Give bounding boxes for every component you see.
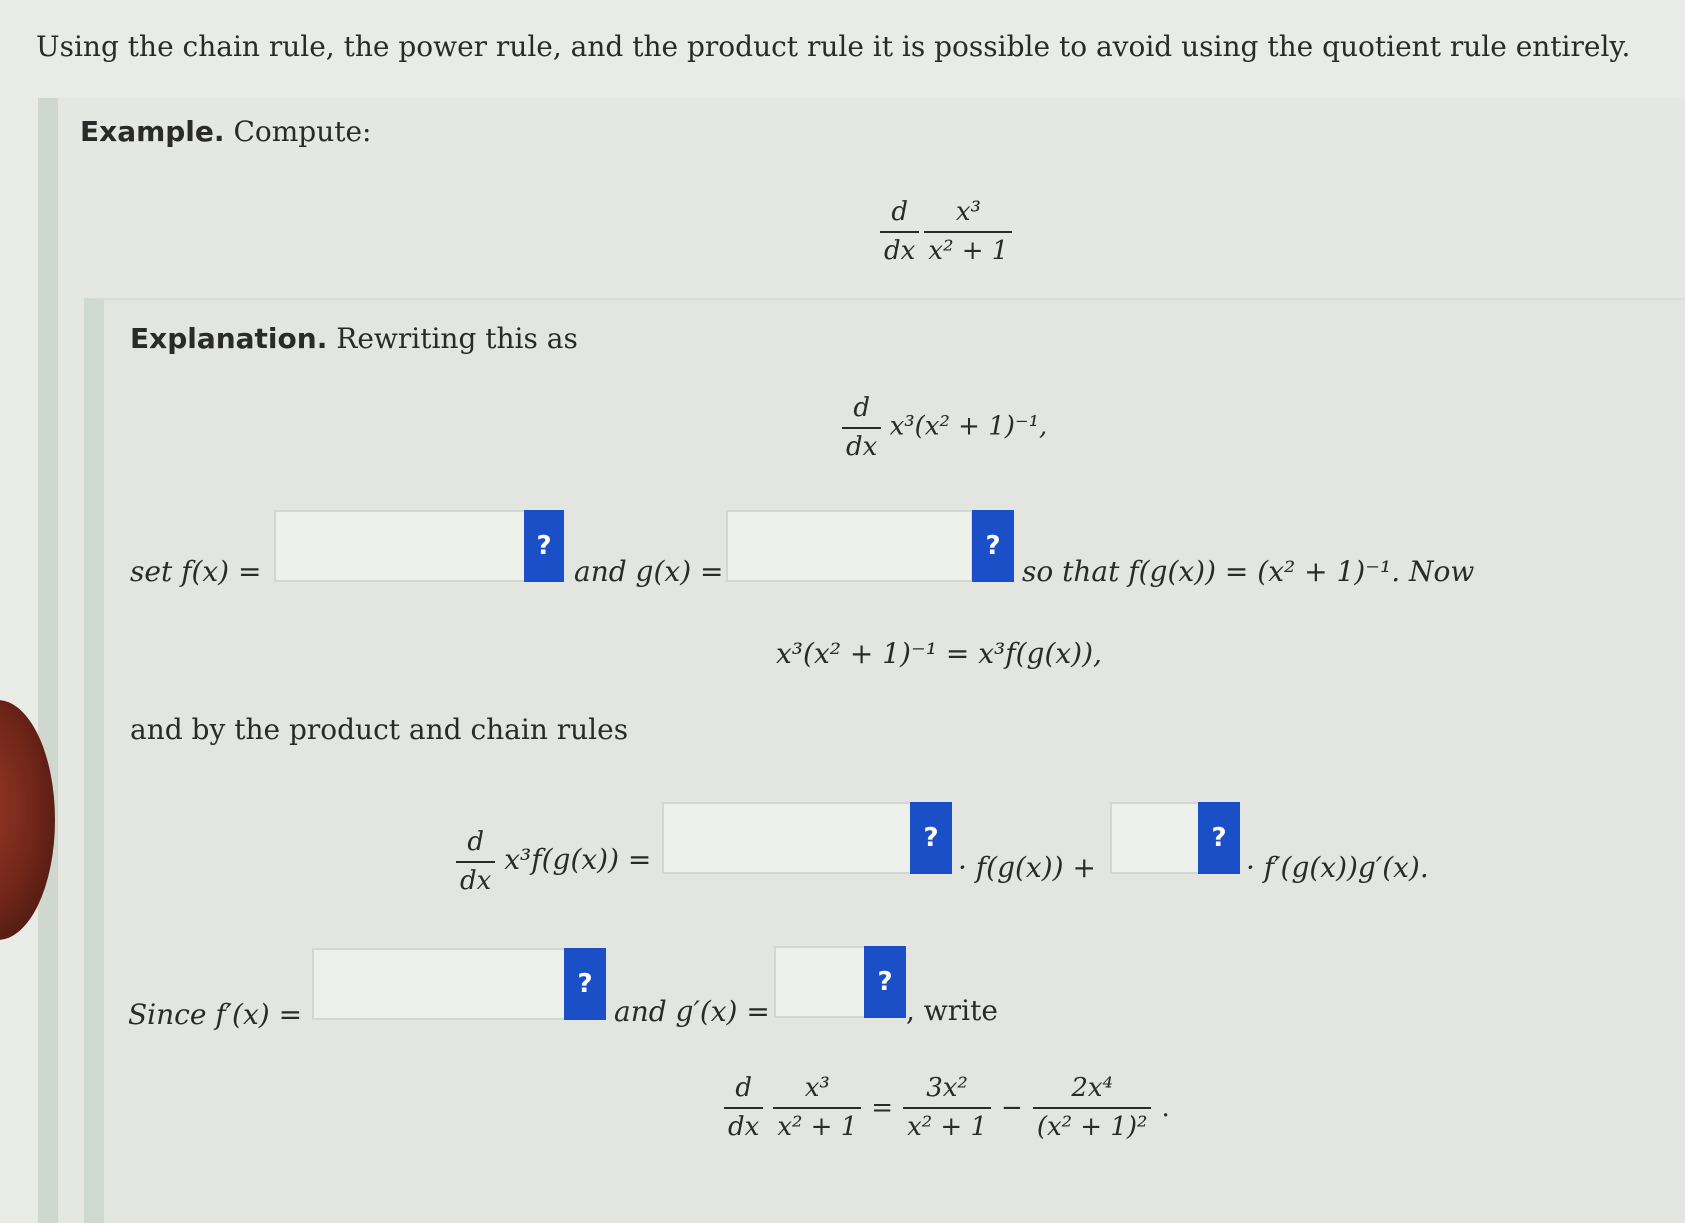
prod-d-den: dx xyxy=(456,861,495,898)
term2-num: 2x⁴ xyxy=(1071,1073,1113,1103)
final-minus: − xyxy=(1001,1092,1023,1123)
prod-lhs-body: x³f(g(x)) = xyxy=(504,843,652,876)
final-lhs-den: x² + 1 xyxy=(773,1107,861,1144)
explanation-label: Explanation. xyxy=(130,322,328,355)
gprime-help-button[interactable]: ? xyxy=(864,946,906,1018)
final-period: . xyxy=(1161,1092,1170,1123)
term1-den: x² + 1 xyxy=(903,1107,991,1144)
example-text: Compute: xyxy=(233,115,372,148)
term2-den: (x² + 1)² xyxy=(1033,1107,1152,1144)
product-mid-text: · f(g(x)) + xyxy=(958,851,1096,884)
so-that-text: so that f(g(x)) = (x² + 1)⁻¹. Now xyxy=(1022,555,1475,588)
explanation-text: Rewriting this as xyxy=(336,322,578,355)
product-first-input[interactable] xyxy=(662,802,912,874)
final-d-den: dx xyxy=(724,1107,763,1144)
g-answer-input[interactable] xyxy=(726,510,973,582)
final-d-num: d xyxy=(735,1073,752,1103)
f-answer-input[interactable] xyxy=(274,510,526,582)
and-gprime-text: and g′(x) = xyxy=(614,995,770,1028)
final-lhs-num: x³ xyxy=(804,1073,830,1103)
set-f-text: set f(x) = xyxy=(130,555,262,588)
g-help-button[interactable]: ? xyxy=(972,510,1014,582)
frac-den: x² + 1 xyxy=(924,231,1012,268)
rewrite-body: x³(x² + 1)⁻¹, xyxy=(889,411,1048,442)
fprime-answer-input[interactable] xyxy=(312,948,566,1020)
d-den: dx xyxy=(880,231,919,268)
intro-text: Using the chain rule, the power rule, and the product rule it is possible to avoid using the quotient rule entirely. xyxy=(36,30,1631,63)
since-text: Since f′(x) = xyxy=(128,998,303,1031)
example-header xyxy=(80,115,371,148)
product-end-text: · f′(g(x))g′(x). xyxy=(1246,851,1429,884)
final-equals: = xyxy=(871,1092,894,1123)
d-num: d xyxy=(891,197,908,227)
product-second-help-button[interactable]: ? xyxy=(1198,802,1240,874)
rewrite-d-den: dx xyxy=(842,427,881,464)
example-label: Example. xyxy=(80,115,225,148)
f-help-button[interactable]: ? xyxy=(524,510,564,582)
composition-equation: x³(x² + 1)⁻¹ = x³f(g(x)), xyxy=(776,637,1102,670)
prod-d-num: d xyxy=(467,827,484,857)
product-lhs xyxy=(456,826,651,897)
fprime-help-button[interactable]: ? xyxy=(564,948,606,1020)
frac-num: x³ xyxy=(955,197,981,227)
explanation-header xyxy=(130,322,578,355)
example-expression xyxy=(880,196,1012,267)
write-text: , write xyxy=(906,994,998,1027)
and-g-text: and g(x) = xyxy=(574,555,724,588)
product-chain-text: and by the product and chain rules xyxy=(130,713,629,746)
product-first-help-button[interactable]: ? xyxy=(910,802,952,874)
term1-num: 3x² xyxy=(926,1073,968,1103)
final-equation xyxy=(724,1072,1170,1143)
rewrite-d-num: d xyxy=(853,393,870,423)
rewrite-expression xyxy=(842,392,1047,463)
